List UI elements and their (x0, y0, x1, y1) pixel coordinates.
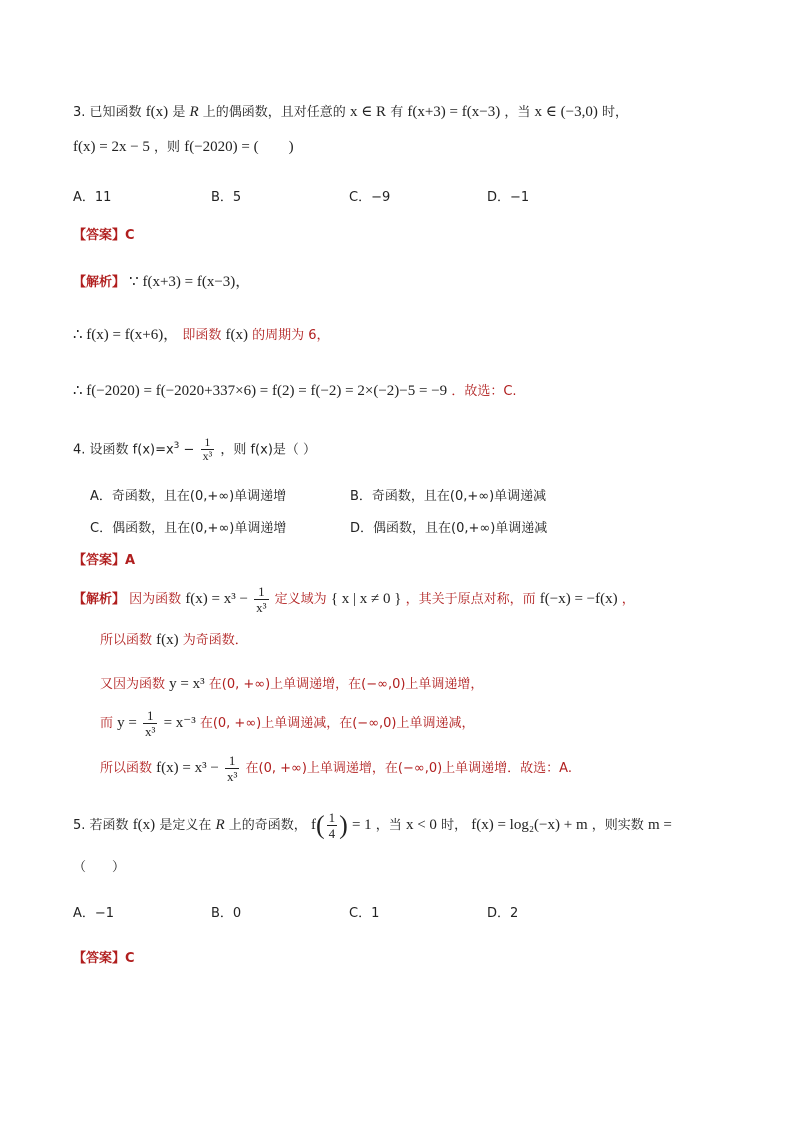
q3-math: f(x) = 2x − 5 (73, 139, 150, 155)
frac-num: 1 (143, 708, 157, 724)
q3-option-c: C．−9 (349, 190, 391, 205)
q5-right-paren: ) (339, 810, 348, 840)
q5-text: 时， (441, 818, 468, 833)
q5-option-b: B．0 (211, 906, 242, 921)
frac-den: x³ (226, 769, 238, 784)
q3-option-b: B．5 (211, 190, 242, 205)
q4-sol-math: y = (117, 715, 137, 731)
frac-den: x³ (256, 600, 267, 615)
q4-sol-math: f(x) = x³ − (156, 760, 219, 776)
q3-stem-line1 (73, 102, 628, 123)
q4-sol-text: 所以函数 (100, 761, 153, 776)
q4-sol-text: ，其关于原点对称，而 (405, 592, 536, 607)
q4-sol-fraction (143, 708, 157, 739)
q4-sol-math: { x | x ≠ 0 } (330, 591, 402, 607)
q5-fraction (327, 810, 338, 841)
q3-math: x ∈ R (349, 104, 387, 120)
q4-solution-line5 (100, 751, 572, 786)
answer-tag: 【答案】 (73, 228, 126, 243)
q5-text: 上的奇函数， (228, 818, 307, 833)
answer-tag: 【答案】 (73, 951, 126, 966)
q3-sol-text: 的周期为 6， (252, 328, 330, 343)
solution-tag: 【解析】 (73, 275, 126, 290)
q5-math: R (215, 817, 225, 833)
q4-sol-math: = x⁻³ (163, 715, 196, 731)
q3-option-a: A．11 (73, 190, 112, 205)
q3-math: f(−2020) = ( ) (184, 139, 294, 155)
q4-fraction (201, 436, 215, 463)
q4-text: 4. 设函数 f(x)=x (73, 442, 174, 458)
q3-answer (73, 226, 135, 246)
q4-sol-text: 在(0, +∞)上单调递增，在(−∞,0)上单调递增， (208, 677, 484, 692)
q3-sol-text: ．故选：C. (451, 384, 517, 399)
q5-math: m = (647, 817, 672, 833)
q4-sol-fraction (254, 584, 268, 615)
q3-text: 有 (390, 105, 404, 120)
frac-den: x³ (202, 449, 213, 464)
q4-sol-text: 为奇函数． (182, 633, 248, 648)
q4-solution-line4 (100, 706, 475, 741)
answer-value: C (125, 228, 135, 243)
q3-sol-text: 即函数 (182, 328, 222, 343)
q5-text: 是定义在 (159, 818, 212, 833)
q5-option-a: A．−1 (73, 906, 115, 921)
frac-num: 1 (254, 584, 268, 600)
q5-answer (73, 949, 135, 969)
q4-text: ，则 f(x)是（ ） (220, 442, 317, 458)
q3-sol-math: f(x) (225, 327, 248, 343)
q5-left-paren: ( (315, 810, 325, 840)
q3-math: x ∈ (−3,0) (534, 104, 598, 120)
q5-math: f(x) (132, 817, 156, 833)
q4-text: − (183, 442, 195, 458)
q4-solution-line1 (73, 582, 635, 617)
q3-text: 是 (172, 105, 186, 120)
q3-math: R (189, 104, 199, 120)
q4-sol-text: 在(0, +∞)上单调递增，在(−∞,0)上单调递增．故选：A. (245, 761, 572, 776)
q4-sol-math: f(x) (156, 632, 179, 648)
q4-answer (73, 551, 135, 571)
q4-sol-text: 而 (100, 716, 114, 731)
frac-num: 1 (201, 436, 215, 450)
answer-value: A (125, 553, 136, 568)
q3-text: ，当 (504, 105, 531, 120)
q4-solution-line3 (100, 674, 483, 695)
frac-num: 1 (225, 753, 239, 769)
answer-value: C (125, 951, 135, 966)
q3-text: 上的偶函数，且对任意的 (202, 105, 346, 120)
q4-option-a: A．奇函数，且在(0,+∞)单调递增 (90, 489, 287, 504)
q4-sol-text: 因为函数 (129, 592, 182, 607)
q4-option-c: C．偶函数，且在(0,+∞)单调递增 (90, 521, 287, 536)
q3-stem-line2 (73, 137, 294, 158)
q4-sol-fraction (225, 753, 239, 784)
q5-text: 5. 若函数 (73, 818, 129, 833)
q4-option-d: D．偶函数，且在(0,+∞)单调递减 (350, 521, 548, 536)
q4-stem (73, 430, 316, 466)
q3-text: ，则 (154, 140, 181, 155)
q3-solution-line1 (73, 272, 250, 293)
q5-text: ，当 (375, 818, 402, 833)
q3-text: 3. 已知函数 (73, 105, 142, 120)
q3-sol-math: ∴ f(x) = f(x+6)， (73, 327, 179, 343)
q5-math: x < 0 (405, 817, 437, 833)
q5-stem-line2: （ ） (73, 860, 126, 875)
q4-sol-text: 在(0, +∞)上单调递减，在(−∞,0)上单调递减， (199, 716, 475, 731)
q5-math: f(x) = log₂(−x) + m (471, 817, 588, 833)
q3-math: f(x) (145, 104, 169, 120)
q5-text: ，则实数 (591, 818, 644, 833)
q4-sol-text: 又因为函数 (100, 677, 166, 692)
q3-sol-math: ∵ f(x+3) = f(x−3)， (129, 274, 251, 290)
q3-sol-math: ∴ f(−2020) = f(−2020+337×6) = f(2) = f(−2) = 2×(−2)−5 = −9 (73, 383, 448, 399)
q4-sol-text: 定义域为 (274, 592, 327, 607)
q5-math: = 1 (351, 817, 372, 833)
q4-sol-text: 所以函数 (100, 633, 153, 648)
answer-tag: 【答案】 (73, 553, 126, 568)
q4-solution-line2 (100, 630, 248, 651)
frac-den: 4 (328, 826, 336, 841)
q5-option-c: C．1 (349, 906, 380, 921)
solution-tag: 【解析】 (73, 592, 126, 607)
q4-sol-math: f(−x) = −f(x) (539, 591, 618, 607)
q5-option-d: D．2 (487, 906, 519, 921)
q3-solution-line3 (73, 381, 517, 402)
q4-sol-math: y = x³ (169, 676, 205, 692)
frac-den: x³ (145, 724, 156, 739)
q5-stem-line1 (73, 807, 672, 844)
q3-solution-line2 (73, 325, 330, 346)
q3-math: f(x+3) = f(x−3) (407, 104, 501, 120)
q3-text: 时， (601, 105, 628, 120)
q4-exp: 3 (173, 441, 180, 451)
q4-option-b: B．奇函数，且在(0,+∞)单调递减 (350, 489, 547, 504)
q5-math: f (310, 817, 316, 833)
q3-option-d: D．−1 (487, 190, 530, 205)
q4-sol-math: f(x) = x³ − (185, 591, 248, 607)
frac-num: 1 (328, 810, 336, 825)
q4-sol-text: ， (621, 592, 635, 607)
